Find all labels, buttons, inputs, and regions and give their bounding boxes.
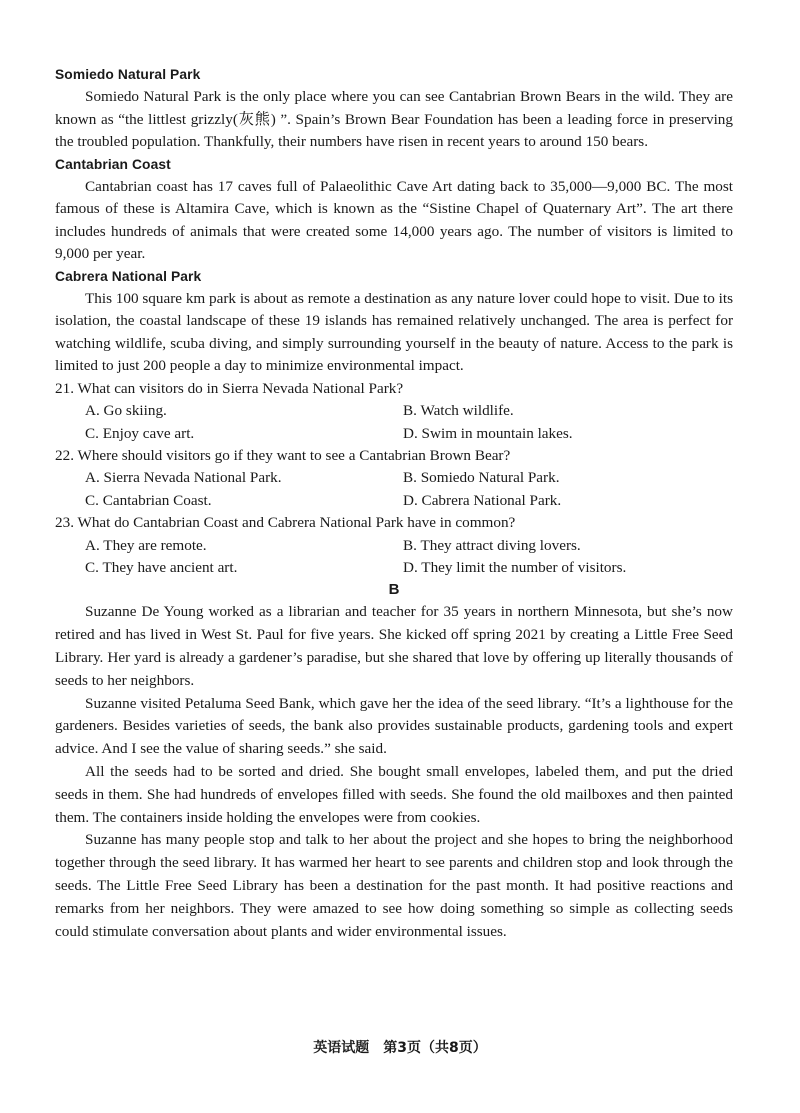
option-d: D. Cabrera National Park. [403,491,562,509]
options-row [55,557,733,579]
section-title: Somiedo Natural Park [55,67,201,82]
question-23 [55,512,733,579]
passage-paragraph: Suzanne De Young worked as a librarian and teacher for 35 years in northern Minnesota, but she’s now retired and has lived in West St. Paul for five years. She kicked off spring 2021 by creating a Little Free Seed Library. Her yard is already a gardener’s paradise, but she shared that love by offering up literally thousands of seeds to her neighbors. [55,603,733,689]
option-b: B. They attract diving lovers. [403,536,581,554]
section-title: Cantabrian Coast [55,156,171,172]
passage-b [55,601,733,943]
passage-paragraph: All the seeds had to be sorted and dried. She bought small envelopes, labeled them, and put the dried seeds in them. She had hundreds of envelopes filled with seeds. She found the old mailboxes and then painted them. The containers inside holding the envelopes were from cookies. [55,762,733,826]
option-d: D. Swim in mountain lakes. [403,424,573,442]
options-row [55,490,733,512]
options-row [55,535,733,557]
section-cantabrian-coast [55,154,733,266]
section-text: Cantabrian coast has 17 caves full of Palaeolithic Cave Art dating back to 35,000—9,000 BC. The most famous of these is Altamira Cave, which is known as the “Sistine Chapel of Quaternary Art”. The art there includes hundreds of animals that were created some 14,000 years ago. The number of visitors is limited to 9,000 per year. [55,178,733,263]
options-row [55,467,733,489]
option-c: C. Cantabrian Coast. [85,491,212,509]
option-d: D. They limit the number of visitors. [403,558,627,576]
question-stem: 22. Where should visitors go if they want to see a Cantabrian Brown Bear? [55,446,511,464]
page-content [55,64,733,943]
question-stem: 21. What can visitors do in Sierra Nevada National Park? [55,379,404,397]
passage-paragraph: Suzanne has many people stop and talk to her about the project and she hopes to bring the neighborhood together through the seed library. It has warmed her heart to see parents and children stop and look through the seeds. The Little Free Seed Library has been a destination for the past month. It had positive reactions and remarks from her neighbors. They were amazed to see how doing something so simple as collecting seeds could stimulate conversation about plants and wider environmental issues. [55,831,733,940]
page-footer: 英语试题 第3页（共8页） [313,1040,487,1056]
section-cabrera [55,266,733,378]
section-text: Somiedo Natural Park is the only place where you can see Cantabrian Brown Bears in the wild. They are known as “the littlest grizzly(灰熊) ”. Spain’s Brown Bear Foundation has been a leading force in preserving the troubled population. Thankfully, their numbers have risen in recent years to around 150 bears. [55,88,733,151]
option-a: A. They are remote. [85,536,207,554]
section-somiedo [55,64,733,154]
option-b: B. Somiedo Natural Park. [403,469,560,487]
passage-paragraph: Suzanne visited Petaluma Seed Bank, which gave her the idea of the seed library. “It’s a lighthouse for the gardeners. Besides varieties of seeds, the bank also provides sustainable products, gardening tools and expert advice. And I see the value of sharing seeds.” she said. [55,694,733,758]
option-b: B. Watch wildlife. [403,402,514,420]
options-row [55,423,733,445]
options-row [55,400,733,422]
question-stem: 23. What do Cantabrian Coast and Cabrera National Park have in common? [55,514,516,532]
part-b-title: B [388,581,400,599]
question-21 [55,378,733,445]
option-c: C. They have ancient art. [85,558,238,576]
option-c: C. Enjoy cave art. [85,424,195,442]
option-a: A. Sierra Nevada National Park. [85,469,282,487]
option-a: A. Go skiing. [85,402,167,420]
question-22 [55,445,733,512]
section-text: This 100 square km park is about as remote a destination as any nature lover could hope to visit. Due to its isolation, the coastal landscape of these 19 islands has remained relatively unchanged. The area is perfect for watching wildlife, scuba diving, and simply surrounding yourself in the beauty of nature. Access to the park is limited to just 200 people a day to minimize environmental impact. [55,290,733,375]
section-title: Cabrera National Park [55,268,202,284]
